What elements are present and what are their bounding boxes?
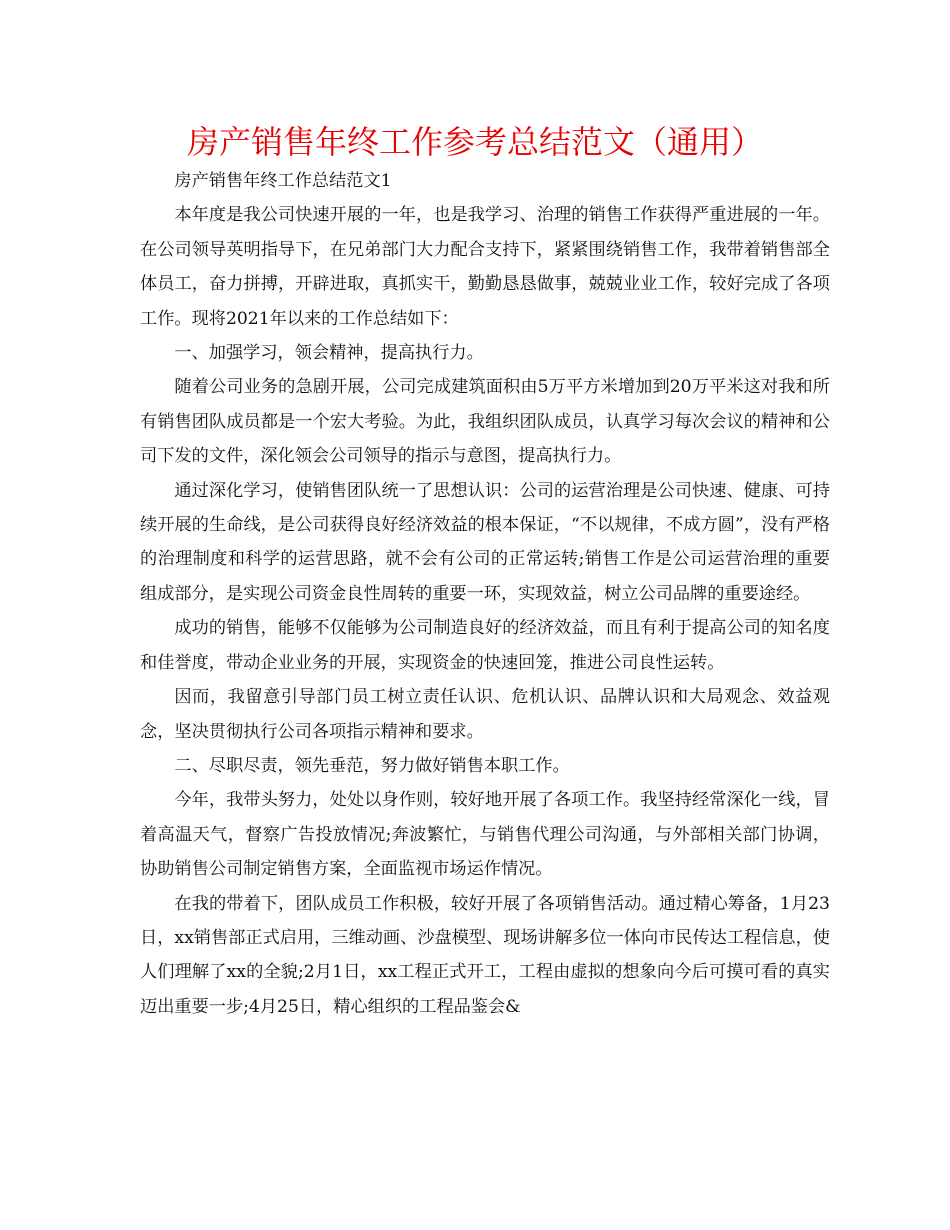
section-heading: 一、加强学习，领会精神，提高执行力。	[174, 343, 484, 364]
body-paragraph: 因而，我留意引导部门员工树立责任认识、危机认识、品牌认识和大局观念、效益观念，坚决贯彻执行公司各项指示精神和要求。	[140, 687, 830, 742]
subtitle-paragraph: 房产销售年终工作总结范文1	[174, 171, 392, 191]
body-paragraph: 在我的带着下，团队成员工作积极，较好开展了各项销售活动。通过精心筹备，1月23日，xx销售部正式启用，三维动画、沙盘模型、现场讲解多位一体向市民传达工程信息，使人们理解了xx的全貌;2月1日，xx工程正式开工，工程由虚拟的想象向今后可摸可看的真实迈出重要一步;4月25日，精心组织的工程品鉴会&	[140, 893, 830, 1017]
body-paragraph: 通过深化学习，使销售团队统一了思想认识：公司的运营治理是公司快速、健康、可持续开展的生命线，是公司获得良好经济效益的根本保证，“不以规律，不成方圆”，没有严格的治理制度和科学的运营思路，就不会有公司的正常运转;销售工作是公司运营治理的重要组成部分，是实现公司资金良性周转的重要一环，实现效益，树立公司品牌的重要途经。	[140, 480, 830, 604]
body-paragraph: 本年度是我公司快速开展的一年，也是我学习、治理的销售工作获得严重进展的一年。在公司领导英明指导下，在兄弟部门大力配合支持下，紧紧围绕销售工作，我带着销售部全体员工，奋力拼搏，开辟进取，真抓实干，勤勤恳恳做事，兢兢业业工作，较好完成了各项工作。现将2021年以来的工作总结如下：	[140, 205, 830, 329]
document-title: 房产销售年终工作参考总结范文（通用）	[186, 123, 763, 161]
body-paragraph: 今年，我带头努力，处处以身作则，较好地开展了各项工作。我坚持经常深化一线，冒着高温天气，督察广告投放情况;奔波繁忙，与销售代理公司沟通，与外部相关部门协调，协助销售公司制定销售方案，全面监视市场运作情况。	[140, 790, 830, 880]
body-paragraph: 随着公司业务的急剧开展，公司完成建筑面积由5万平方米增加到20万平米这对我和所有销售团队成员都是一个宏大考验。为此，我组织团队成员，认真学习每次会议的精神和公司下发的文件，深化领会公司领导的指示与意图，提高执行力。	[140, 377, 830, 467]
section-heading: 二、尽职尽责，领先垂范，努力做好销售本职工作。	[174, 755, 570, 776]
body-paragraph: 成功的销售，能够不仅能够为公司制造良好的经济效益，而且有利于提高公司的知名度和佳誉度，带动企业业务的开展，实现资金的快速回笼，推进公司良性运转。	[140, 618, 830, 673]
document-body	[140, 164, 830, 1024]
